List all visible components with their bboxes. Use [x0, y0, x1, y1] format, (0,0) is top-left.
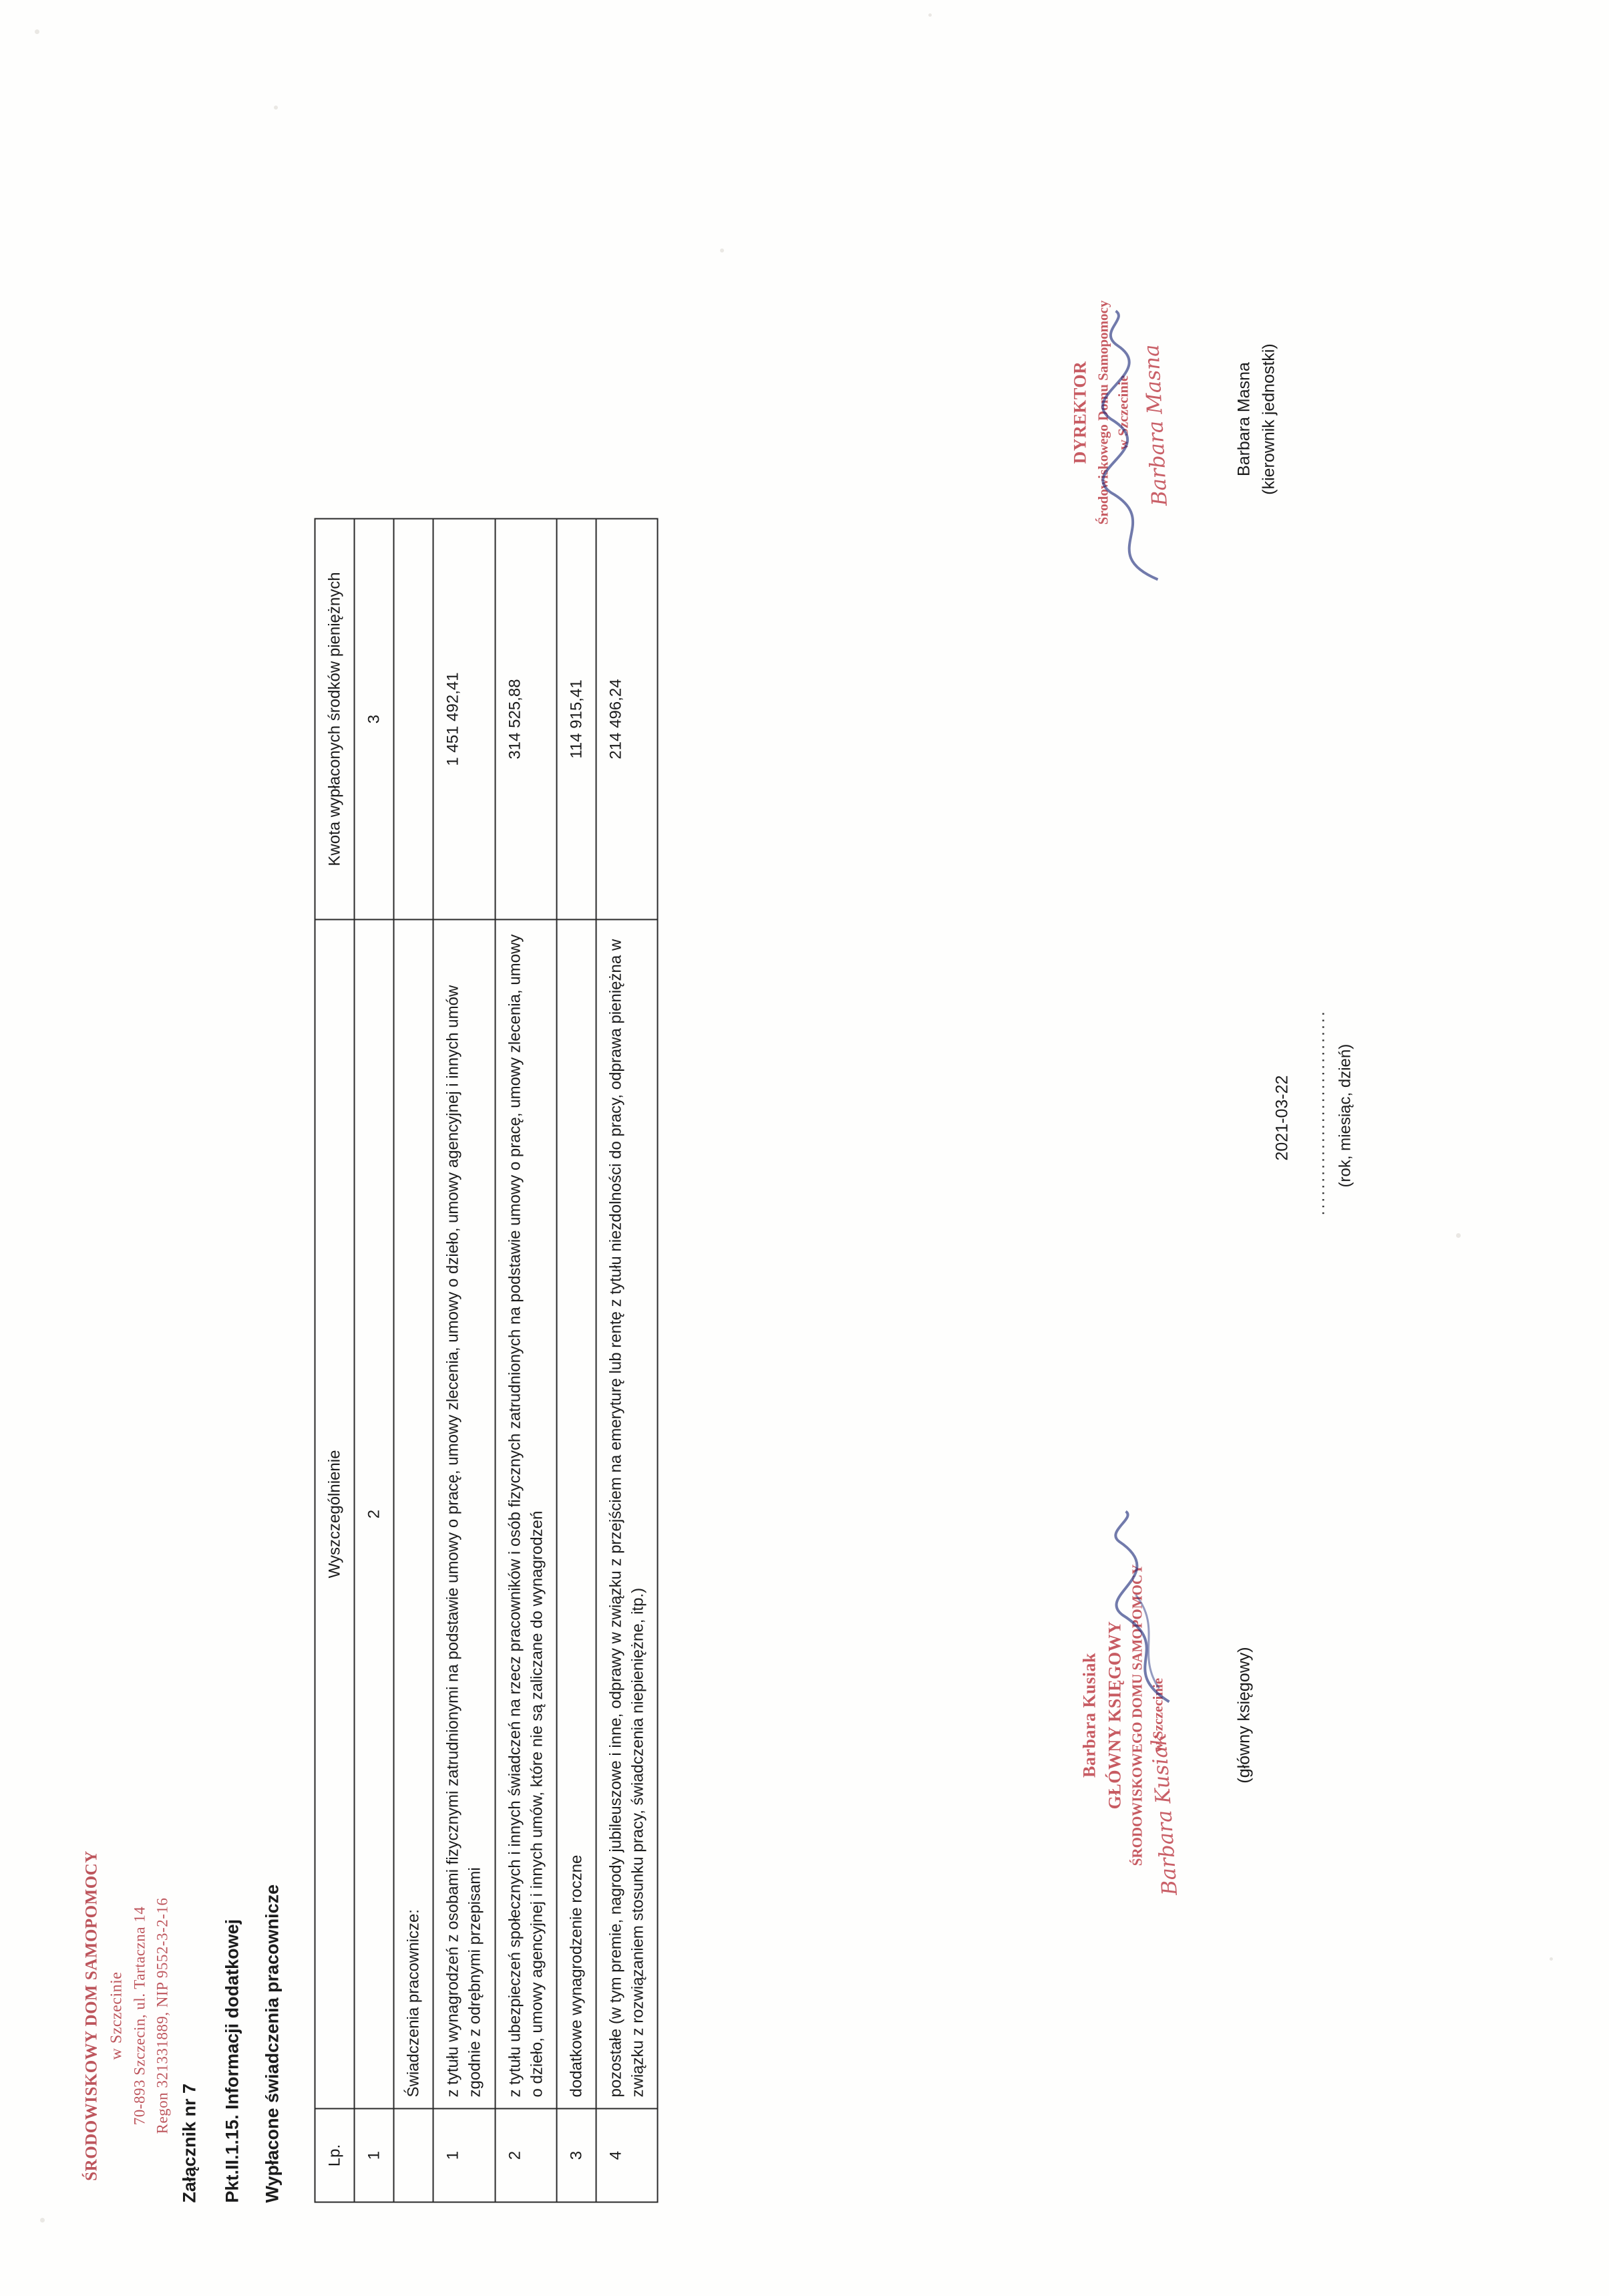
accountant-stamp-title: GŁÓWNY KSIĘGOWY [1104, 1621, 1124, 1809]
column-header-amount: Kwota wypłaconych środków pieniężnych [315, 518, 354, 919]
row-description: pozostałe (w tym premie, nagrody jubileuszowe i inne, odprawy w związku z przejściem na emeryturę lub rentę z tytułu niezdolności do pracy, odprawa pieniężna w związku z rozwiązaniem stosunku pracy, świadczenia niepieniężne, itp.) [596, 919, 657, 2108]
table-row [495, 518, 556, 2202]
column-number-3: 3 [354, 518, 393, 919]
row-lp: 1 [433, 2108, 494, 2202]
date-dotted-line: ............................... [1309, 1009, 1328, 1215]
table-column-number-row [354, 518, 393, 2202]
row-amount: 114 915,41 [556, 518, 596, 919]
row-description: dodatkowe wynagrodzenie roczne [556, 919, 596, 2108]
page-title: Wypłacone świadczenia pracownicze [262, 1884, 282, 2202]
row-amount: 214 496,24 [596, 518, 657, 919]
accountant-role-label: (główny księgowy) [1234, 1646, 1253, 1784]
org-stamp-line-2: w Szczecinie [107, 1971, 125, 2060]
accountant-signature-block [1234, 1481, 1254, 1949]
column-number-1: 1 [354, 2108, 393, 2202]
organization-stamp [79, 1828, 174, 2202]
table-row [556, 518, 596, 2202]
table-row [433, 518, 494, 2202]
director-stamp-org: Środowiskowego Domu Samopomocy [1094, 300, 1111, 524]
director-signature-block [1234, 165, 1278, 673]
director-role-label: (kierownik jednostki) [1259, 343, 1278, 495]
row-description: z tytułu ubezpieczeń społecznych i innych świadczeń na rzecz pracowników i osób fizycznych zatrudnionych na podstawie umowy o pracę, umowy zlecenia, umowy o dzieło, umowy agencyjnej i innych umów, które nie są zaliczane do wynagrodzeń [495, 919, 556, 2108]
table-group-row [393, 518, 433, 2202]
employee-benefits-table [314, 518, 658, 2202]
group-row-lp [393, 2108, 433, 2202]
column-header-lp: Lp. [315, 2108, 354, 2202]
row-description: z tytułu wynagrodzeń z osobami fizycznymi zatrudnionymi na podstawie umowy o pracę, umowy zlecenia, umowy o dzieło, umowy agencyjnej i innych umów zgodnie z odrębnymi przepisami [433, 919, 494, 2108]
column-number-2: 2 [354, 919, 393, 2108]
accountant-handwritten-signature: Barbara Kusiak [1146, 1732, 1182, 1896]
accountant-signature-scribble [1095, 1508, 1182, 1708]
org-stamp-line-1: ŚRODOWISKOWY DOM SAMOPOMOCY [82, 1850, 100, 2181]
group-row-label: Świadczenia pracownicze: [393, 919, 433, 2108]
table-row [596, 518, 657, 2202]
director-stamp-city: w Szczecinie [1115, 375, 1131, 450]
date-legend: (rok, miesiąc, dzień) [1336, 1043, 1354, 1187]
column-header-description: Wyszczególnienie [315, 919, 354, 2108]
accountant-stamp-city: w Szczecinie [1149, 1677, 1166, 1752]
director-name: Barbara Masna [1234, 361, 1253, 476]
row-lp: 4 [596, 2108, 657, 2202]
accountant-stamp-name: Barbara Kusiak [1079, 1652, 1099, 1778]
group-row-amount [393, 518, 433, 919]
row-amount: 314 525,88 [495, 518, 556, 919]
director-stamp-title: DYREKTOR [1070, 361, 1089, 464]
section-point: Pkt.II.1.15. Informacji dodatkowej [222, 1919, 242, 2202]
table-header-row [315, 518, 354, 2202]
org-stamp-line-3: 70-893 Szczecin, ul. Tartaczna 14 [130, 1906, 148, 2125]
row-lp: 2 [495, 2108, 556, 2202]
row-lp: 3 [556, 2108, 596, 2202]
date-value: 2021-03-22 [1272, 1075, 1291, 1160]
row-amount: 1 451 492,41 [433, 518, 494, 919]
org-stamp-line-4: Regon 321331889, NIP 9552-3-2-16 [154, 1897, 170, 2134]
accountant-stamp-org: ŚRODOWISKOWEGO DOMU SAMOPOMOCY [1129, 1564, 1145, 1866]
director-handwritten-signature: Barbara Masna [1139, 343, 1172, 506]
attachment-label: Załącznik nr 7 [179, 2083, 199, 2202]
